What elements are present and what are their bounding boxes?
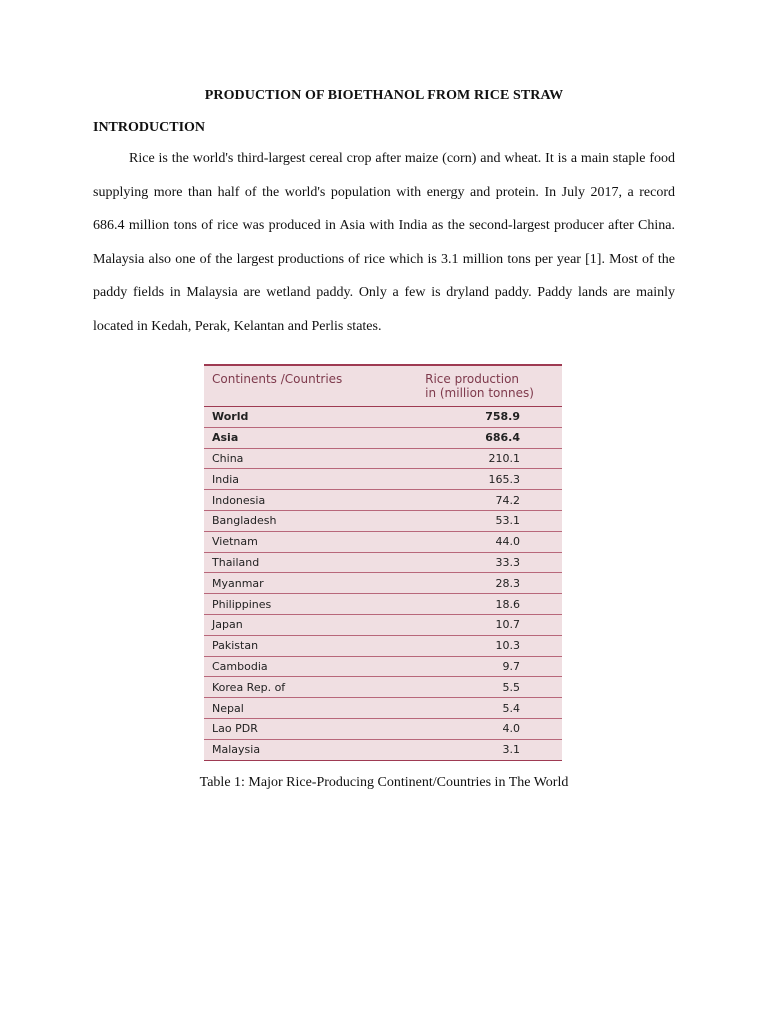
table-row bbox=[204, 531, 562, 552]
rice-production-cell: 210.1 bbox=[367, 448, 562, 469]
country-name-cell: China bbox=[204, 448, 367, 469]
document-title: PRODUCTION OF BIOETHANOL FROM RICE STRAW bbox=[204, 88, 564, 103]
country-name-cell: Lao PDR bbox=[204, 718, 367, 739]
country-name-cell: Korea Rep. of bbox=[204, 677, 367, 698]
rice-production-cell: 4.0 bbox=[367, 718, 562, 739]
rice-production-cell: 5.4 bbox=[367, 698, 562, 719]
country-name-cell: Japan bbox=[204, 614, 367, 635]
table-row bbox=[204, 448, 562, 469]
table-row bbox=[204, 677, 562, 698]
country-name-cell: Nepal bbox=[204, 698, 367, 719]
table-row bbox=[204, 490, 562, 511]
table-row bbox=[204, 407, 562, 428]
table-row bbox=[204, 656, 562, 677]
table-row bbox=[204, 739, 562, 759]
country-name-cell: Indonesia bbox=[204, 490, 367, 511]
rice-production-cell: 74.2 bbox=[367, 490, 562, 511]
rice-production-cell: 686.4 bbox=[367, 427, 562, 448]
header-rice-production bbox=[367, 366, 562, 407]
table-row bbox=[204, 552, 562, 573]
country-name-cell: Malaysia bbox=[212, 743, 261, 757]
table-header-row bbox=[204, 366, 562, 407]
country-name-cell: India bbox=[204, 469, 367, 490]
rice-production-cell: 28.3 bbox=[367, 573, 562, 594]
table-row bbox=[204, 427, 562, 448]
country-name-cell: Thailand bbox=[204, 552, 367, 573]
table-row bbox=[204, 469, 562, 490]
table-body bbox=[204, 407, 562, 760]
country-name-cell: Bangladesh bbox=[204, 510, 367, 531]
rice-production-cell: 758.9 bbox=[367, 407, 562, 428]
table-row bbox=[204, 594, 562, 615]
header-rice-production-line1: Rice production bbox=[425, 372, 520, 386]
table-caption: Table 1: Major Rice-Producing Continent/Countries in The World bbox=[199, 775, 569, 790]
rice-production-cell: 18.6 bbox=[367, 594, 562, 615]
intro-paragraph: Rice is the world's third-largest cereal crop after maize (corn) and wheat. It is a main staple food supplying more than half of the world's population with energy and protein. In July 2017, a record 686.4 million tons of rice was produced in Asia with India as the second-largest producer after China. Malaysia also one of the largest productions of rice which is 3.1 million tons per year [1]. Most of the paddy fields in Malaysia are wetland paddy. Only a few is dryland paddy. Paddy lands are mainly located in Kedah, Perak, Kelantan and Perlis states. bbox=[93, 151, 675, 334]
rice-production-cell: 5.5 bbox=[367, 677, 562, 698]
country-name-cell: Myanmar bbox=[204, 573, 367, 594]
rice-production-table bbox=[204, 364, 562, 761]
country-name-cell: Vietnam bbox=[204, 531, 367, 552]
country-name-cell: Asia bbox=[204, 427, 367, 448]
table-row bbox=[204, 718, 562, 739]
section-heading: INTRODUCTION bbox=[93, 120, 206, 135]
table-row bbox=[204, 698, 562, 719]
rice-production-cell: 3.1 bbox=[502, 743, 520, 757]
rice-production-cell: 9.7 bbox=[367, 656, 562, 677]
rice-production-cell: 33.3 bbox=[367, 552, 562, 573]
rice-production-cell: 165.3 bbox=[367, 469, 562, 490]
rice-production-cell: 10.3 bbox=[367, 635, 562, 656]
table-row bbox=[204, 635, 562, 656]
country-name-cell: World bbox=[204, 407, 367, 428]
header-continents-countries: Continents /Countries bbox=[204, 366, 367, 407]
country-name-cell: Cambodia bbox=[204, 656, 367, 677]
rice-production-cell: 10.7 bbox=[367, 614, 562, 635]
table-row bbox=[204, 510, 562, 531]
table-row bbox=[204, 614, 562, 635]
rice-production-cell: 44.0 bbox=[367, 531, 562, 552]
table-row bbox=[204, 573, 562, 594]
country-name-cell: Pakistan bbox=[204, 635, 367, 656]
rice-production-cell: 53.1 bbox=[367, 510, 562, 531]
country-name-cell: Philippines bbox=[204, 594, 367, 615]
header-rice-production-line2: in (million tonnes) bbox=[425, 386, 534, 400]
